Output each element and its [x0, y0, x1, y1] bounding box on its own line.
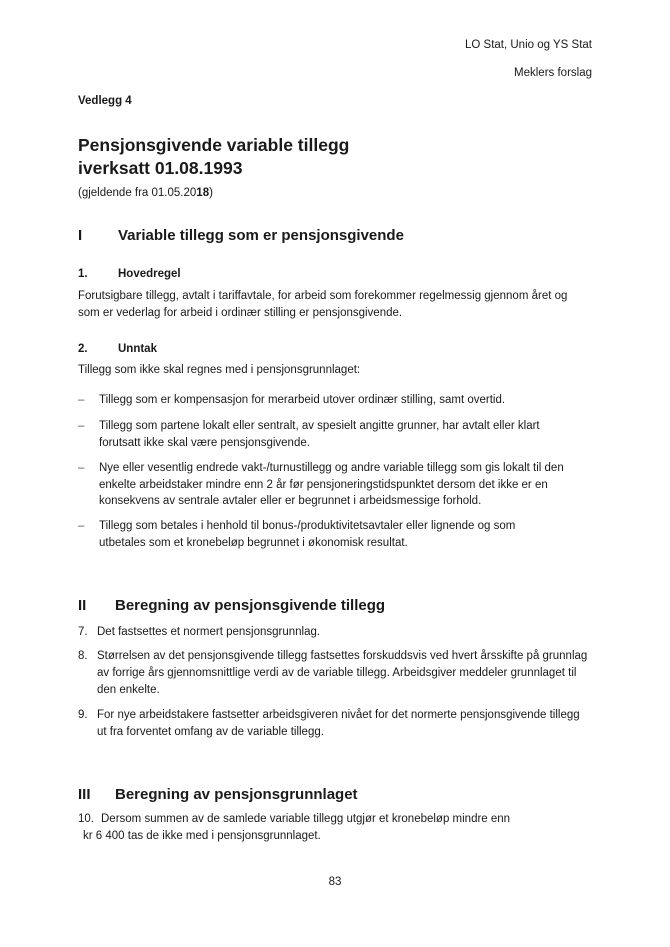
validity-note	[78, 187, 213, 199]
section-1-number: I	[78, 227, 83, 244]
item-line: Det fastsettes et normert pensjonsgrunnlag.	[97, 626, 321, 638]
exception-bullet	[78, 518, 598, 551]
appendix-label: Vedlegg 4	[78, 95, 132, 107]
exception-bullet	[78, 460, 598, 510]
subsection-1-number: 1.	[78, 268, 88, 280]
bullet-line: Nye eller vesentlig endrede vakt-/turnustillegg og andre variable tillegg som gis lokalt til den	[99, 462, 564, 474]
title-line-1: Pensjonsgivende variable tillegg	[78, 135, 350, 155]
section-2-title: Beregning av pensjonsgivende tillegg	[115, 597, 386, 614]
bullet-line: Tillegg som betales i henhold til bonus-/produktivitetsavtaler eller lignende og som	[99, 520, 516, 532]
paragraph-line: som er vederlag for arbeid i ordinær stilling er pensjonsgivende.	[78, 307, 403, 319]
bullet-line: Tillegg som partene lokalt eller sentralt, av spesielt angitte grunner, har avtalt eller klart	[99, 420, 540, 432]
bullet-line: forutsatt ikke skal være pensjonsgivende.	[99, 436, 310, 449]
header-org-line: LO Stat, Unio og YS Stat	[465, 39, 592, 51]
section-3-title: Beregning av pensjonsgrunnlaget	[115, 786, 358, 803]
item-line: kr 6 400 tas de ikke med i pensjonsgrunnlaget.	[83, 830, 321, 842]
numbered-item	[78, 624, 598, 641]
subsection-2-heading	[78, 343, 157, 355]
document-title	[78, 134, 349, 180]
bullet-line: enkelte arbeidstaker mindre enn 2 år før pensjoneringstidspunktet dersom det ikke er en	[99, 478, 548, 491]
numbered-item	[78, 811, 598, 845]
exception-bullet	[78, 418, 598, 451]
page-number: 83	[328, 876, 342, 888]
bullet-line: utbetales som et kronebeløp begrunnet i økonomisk resultat.	[99, 536, 408, 549]
section-3-heading	[78, 786, 358, 803]
section-2-heading	[78, 597, 385, 614]
section-3-number: III	[78, 786, 91, 803]
validity-year: 18	[196, 187, 210, 199]
subsection-1-heading	[78, 268, 181, 280]
paragraph-line: Forutsigbare tillegg, avtalt i tariffavtale, for arbeid som forekommer regelmessig gjennom året og	[78, 290, 568, 302]
validity-suffix: )	[209, 187, 213, 199]
subsection-2-title: Unntak	[118, 343, 157, 355]
dash-marker: –	[78, 520, 85, 532]
item-line: av forrige års gjennomsnittlige verdi av de variable tillegg. Arbeidsgiver meddeler grunnlaget til	[97, 667, 577, 679]
numbered-item	[78, 648, 598, 699]
bullet-line: konsekvens av sentrale avtaler eller er begrunnet i arbeidsmessige forhold.	[99, 495, 482, 507]
item-number: 9.	[78, 709, 88, 721]
section-2-number: II	[78, 597, 87, 614]
exception-bullet	[78, 392, 598, 409]
item-number: 8.	[78, 650, 88, 662]
item-line: den enkelte.	[97, 684, 160, 696]
item-number: 10.	[78, 813, 94, 825]
dash-marker: –	[78, 394, 85, 406]
bullet-line: Tillegg som er kompensasjon for merarbeid utover ordinær stilling, samt overtid.	[99, 394, 506, 406]
main-rule-paragraph	[78, 288, 588, 322]
item-line: Dersom summen av de samlede variable tillegg utgjør et kronebeløp mindre enn	[101, 813, 511, 825]
numbered-item	[78, 707, 598, 741]
section-1-title: Variable tillegg som er pensjonsgivende	[118, 227, 404, 244]
item-line: ut fra forventet omfang av de variable tillegg.	[97, 726, 324, 738]
item-number: 7.	[78, 626, 88, 638]
dash-marker: –	[78, 462, 85, 474]
title-line-2: iverksatt 01.08.1993	[78, 158, 243, 178]
subsection-1-title: Hovedregel	[118, 268, 181, 280]
subsection-2-number: 2.	[78, 343, 88, 355]
exceptions-intro: Tillegg som ikke skal regnes med i pensjonsgrunnlaget:	[78, 364, 361, 376]
header-proposal-line: Meklers forslag	[514, 67, 592, 79]
item-line: For nye arbeidstakere fastsetter arbeidsgiveren nivået for det normerte pensjonsgivende tillegg	[97, 709, 580, 721]
dash-marker: –	[78, 420, 85, 432]
section-1-heading	[78, 227, 404, 244]
item-line: Størrelsen av det pensjonsgivende tillegg fastsettes forskuddsvis ved hvert årsskifte på grunnlag	[97, 650, 588, 662]
validity-prefix: (gjeldende fra 01.05.20	[78, 187, 197, 199]
